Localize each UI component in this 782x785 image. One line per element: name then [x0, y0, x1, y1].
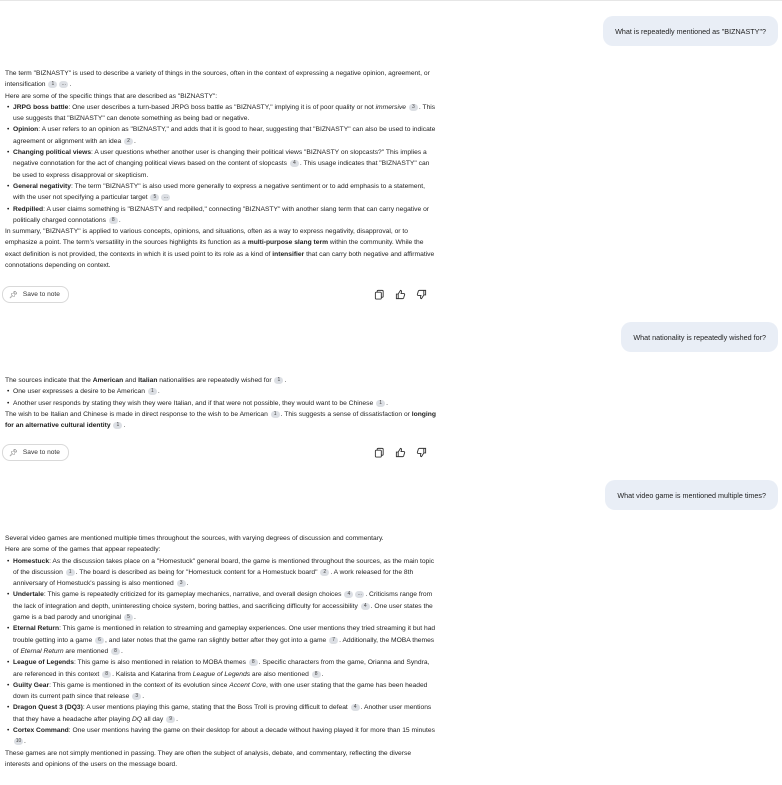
answer-bullet [5, 386, 438, 397]
answer-bullet [5, 680, 438, 703]
top-divider [0, 0, 782, 1]
text-run: : One user describes a turn-based JRPG boss battle as "BIZNASTY," implying it is of poor quality or not [68, 103, 376, 111]
citation-chip[interactable]: 1 [113, 422, 122, 429]
text-run: : A user claims something is "BIZNASTY and redpilled," connecting "BIZNASTY" with another slang term that can carry negative or politically charged connotations [13, 205, 430, 224]
text-run: . [134, 137, 136, 145]
citation-chip[interactable]: ... [355, 591, 364, 598]
answer-bullet [5, 589, 438, 623]
citation-chip[interactable]: 4 [290, 160, 299, 167]
answer-bullet-list [5, 102, 438, 226]
text-run: . [121, 647, 123, 655]
citation-chip[interactable]: 8 [111, 648, 120, 655]
answer-bullet [5, 124, 438, 147]
citation-chip[interactable]: 4 [344, 591, 353, 598]
bold-term: Italian [138, 377, 158, 384]
citation-chip[interactable]: 6 [95, 637, 104, 644]
answer-intro [5, 533, 438, 544]
answer-bullet [5, 204, 438, 227]
text-run: all day [142, 715, 166, 723]
answer-intro-2: Here are some of the specific things that are described as "BIZNASTY": [5, 92, 218, 100]
text-run: . Additionally, the MOBA themes of [13, 636, 435, 655]
citation-chip[interactable]: 9 [166, 716, 175, 723]
citation-chip[interactable]: 2 [320, 569, 329, 576]
text-run: : This game is mentioned in relation to streaming and gameplay experiences. One user mentions they tried streaming it but had trouble getting into a game [13, 625, 436, 644]
text-run: , and later notes that the game ran slightly better after they got into a game [105, 636, 329, 644]
bold-term: Undertale [13, 591, 44, 599]
answer-bullet-list [5, 556, 438, 748]
text-run: : One user mentions having the game on their desktop for about a decade without having played it for more than 15 minutes [68, 727, 435, 735]
answer-bullet-list [5, 386, 438, 409]
text-run: . [123, 422, 126, 430]
bold-term: Eternal Return [13, 625, 60, 633]
text-run: . [386, 399, 388, 407]
citation-chip[interactable]: 1 [66, 569, 75, 576]
text-run: . [142, 693, 145, 701]
thumbs-up-icon[interactable] [395, 445, 406, 463]
citation-chip[interactable]: 1 [48, 81, 57, 88]
text-run: : As the discussion takes place on a "Homestuck" general board, the game is mentioned throughout the sources, as the main topic of the discussion [13, 557, 435, 576]
text-run [406, 104, 408, 111]
citation-chip[interactable]: 5 [124, 614, 133, 621]
text-run: . Specific characters from the game, Orianna and Syndra, are referenced in this context [13, 659, 430, 678]
assistant-answer-3 [5, 533, 438, 770]
assistant-answer-2 [5, 375, 438, 431]
citation-chip[interactable]: 1 [274, 377, 283, 384]
text-run: . Another user mentions that they have a headache after playing [13, 704, 432, 723]
thumbs-up-icon[interactable] [395, 287, 406, 305]
italic-term: Accent Core [229, 681, 267, 689]
pin-icon: 📌︎ [9, 291, 18, 299]
answer-bullet [5, 181, 438, 204]
text-run: . [176, 715, 178, 723]
text-run: . [186, 580, 189, 588]
bold-term: longing for an alternative cultural identity [5, 410, 436, 430]
text-run: . [157, 388, 160, 396]
bold-term: intensifier [272, 250, 305, 258]
text-run: that can carry both negative and affirmative connotations depending on context. [5, 250, 435, 270]
bold-term: Redpilled [13, 205, 44, 213]
text-run: . [118, 216, 121, 224]
citation-chip[interactable]: 4 [361, 603, 370, 610]
copy-icon[interactable] [374, 287, 385, 305]
answer-summary [5, 748, 438, 771]
text-run [111, 422, 113, 429]
text-run: : A user mentions playing this game, stating that the Boss Troll is proving difficult to defeat [82, 704, 350, 712]
text-run: . This use suggests that "BIZNASTY" can denote something as being bad or negative. [13, 103, 436, 123]
answer-bullet [5, 556, 438, 590]
bold-term: JRPG boss battle [13, 103, 69, 111]
text-run: : This game is also mentioned in relation to MOBA themes [73, 659, 248, 667]
text-run: : The term "BIZNASTY" is also used more generally to express a negative sentiment or to add emphasis to a statement, with the user not specifying a particular target [13, 182, 426, 202]
citation-chip[interactable]: 1 [271, 411, 280, 418]
answer-summary [5, 409, 438, 432]
citation-chip[interactable]: ... [59, 81, 68, 88]
italic-term: League of Legends [192, 670, 251, 678]
pin-icon: 📌︎ [9, 449, 18, 457]
citation-chip[interactable]: 3 [132, 693, 141, 700]
text-run: within the community. While the exact definition is not provided, the contexts in which it is used point to its role as a kind of [5, 239, 424, 258]
user-question-text: What video game is mentioned multiple times? [617, 490, 766, 500]
italic-term: immersive [375, 103, 407, 111]
citation-chip[interactable]: 8 [109, 217, 118, 224]
text-run: are mentioned [63, 647, 111, 655]
text-run: , with one user stating that the game has been headed down its current path since that release [13, 681, 428, 701]
text-run: In summary, "BIZNASTY" is applied to various concepts, opinions, and situations, often as a way to express negativity, disapproval, or to emphasize a point. The term's versatility in the sources highlights its function as a [5, 228, 408, 247]
bold-term: American [92, 377, 124, 384]
answer-bullet [5, 623, 438, 657]
bold-term: Changing political views [13, 149, 92, 157]
answer-bullet [5, 657, 438, 680]
citation-chip[interactable]: 4 [351, 704, 360, 711]
user-question-2 [621, 322, 778, 352]
citation-chip[interactable]: 8 [249, 659, 258, 666]
text-run: . This usage indicates that "BIZNASTY" can be used to express disapproval or skepticism. [13, 160, 430, 179]
bold-term: Guilty Gear [13, 681, 50, 689]
assistant-answer-1 [5, 68, 438, 271]
text-run: . [284, 377, 287, 384]
text-run: . [134, 614, 136, 622]
citation-chip[interactable]: 3 [177, 580, 186, 587]
citation-chip[interactable]: 1 [148, 388, 157, 395]
text-run: . [24, 738, 26, 746]
citation-chip[interactable]: 8 [102, 671, 111, 678]
text-run: Another user responds by stating they wish they were Italian, and if that were not possible, they would want to be Chinese [13, 399, 376, 407]
answer-bullet [5, 102, 438, 125]
text-run: . This suggests a sense of dissatisfaction or [280, 410, 412, 418]
bold-term: League of Legends [13, 659, 74, 667]
text-run: . [69, 81, 72, 89]
user-question-text: What nationality is repeatedly wished for? [633, 332, 766, 342]
text-run: : A user questions whether another user is changing their political views "BIZNASTY on slopcasts?" This implies a negative connotation for the act of changing political views based on the content of slopcasts [13, 149, 427, 168]
save-to-note-label: Save to note [22, 449, 60, 456]
text-run: Several video games are mentioned multiple times throughout the sources, with varying degrees of discussion and commentary. [5, 535, 384, 542]
text-run: One user expresses a desire to be American [13, 388, 147, 396]
citation-chip[interactable]: 7 [329, 637, 338, 644]
answer-bullet [5, 702, 438, 725]
text-run: : This game is repeatedly criticized for its gameplay mechanics, narrative, and overall design choices [43, 591, 344, 599]
italic-term: Eternal Return [20, 647, 64, 655]
text-run: . Kalista and Katarina from [112, 670, 193, 678]
citation-chip[interactable]: 2 [124, 138, 133, 145]
save-to-note-label: Save to note [22, 291, 60, 298]
thumbs-down-icon[interactable] [416, 287, 427, 305]
save-to-note-button[interactable] [2, 286, 69, 303]
italic-term: DQ [131, 715, 143, 723]
bold-term: Homestuck [13, 557, 50, 565]
text-run: . Criticisms range from the lack of integration and depth, uninteresting choice system, boring battles, and sacrificing difficulty for accessibility [13, 591, 433, 610]
bold-term: multi-purpose slang term [247, 239, 329, 247]
text-run: : This game is mentioned in the context of its evolution since [49, 681, 230, 689]
bold-term: Cortex Command [13, 727, 69, 735]
answer-intro [5, 68, 438, 91]
answer-bullet [5, 398, 438, 409]
citation-chip[interactable]: 1 [376, 400, 385, 407]
text-run: The wish to be Italian and Chinese is made in direct response to the wish to be American [5, 410, 270, 418]
citation-chip[interactable]: 3 [409, 104, 418, 111]
text-run: . One user states the game is a bad parody and unoriginal [13, 602, 433, 622]
thumbs-down-icon[interactable] [416, 445, 427, 463]
answer-bullet [5, 147, 438, 181]
citation-chip[interactable]: 8 [312, 671, 321, 678]
user-question-1 [603, 16, 778, 46]
response-actions [374, 445, 427, 463]
bold-term: Dragon Quest 3 (DQ3) [13, 704, 83, 712]
answer-intro [5, 375, 438, 386]
text-run: . The board is described as being for "Homestuck content for a Homestuck board" [75, 568, 320, 576]
user-question-3 [605, 480, 778, 510]
text-run: The term "BIZNASTY" is used to describe a variety of things in the sources, often in the context of expressing a negative opinion, agreement, or intensification [5, 70, 430, 89]
citation-chip[interactable]: 5 [150, 194, 159, 201]
text-run: are also mentioned [250, 670, 311, 678]
save-to-note-button[interactable] [2, 444, 69, 461]
response-actions [374, 287, 427, 305]
user-question-text: What is repeatedly mentioned as "BIZNASTY"? [615, 26, 766, 36]
text-run: and [123, 377, 139, 384]
text-run: . [321, 670, 324, 678]
text-run: nationalities are repeatedly wished for [157, 377, 274, 384]
citation-chip[interactable]: 10 [15, 738, 22, 745]
answer-intro-2: Here are some of the games that appear repeatedly: [5, 546, 161, 554]
citation-chip[interactable]: ... [161, 194, 170, 201]
text-run: . A work released for the 8th anniversary of Homestuck's passing is also mentioned [13, 568, 414, 588]
answer-bullet [5, 725, 438, 748]
copy-icon[interactable] [374, 445, 385, 463]
bold-term: General negativity [13, 182, 71, 190]
text-run: These games are not simply mentioned in passing. They are often the subject of analysis, debate, and commentary, reflecting the diverse interests and opinions of the users on the message board. [5, 749, 412, 768]
text-run: The sources indicate that the [5, 377, 93, 384]
text-run: : A user refers to an opinion as "BIZNASTY," and adds that it is good to hear, suggesting that "BIZNASTY" can also be used to indicate agreement or alignment with an idea [13, 126, 436, 145]
answer-summary [5, 226, 438, 271]
bold-term: Opinion [13, 126, 39, 134]
